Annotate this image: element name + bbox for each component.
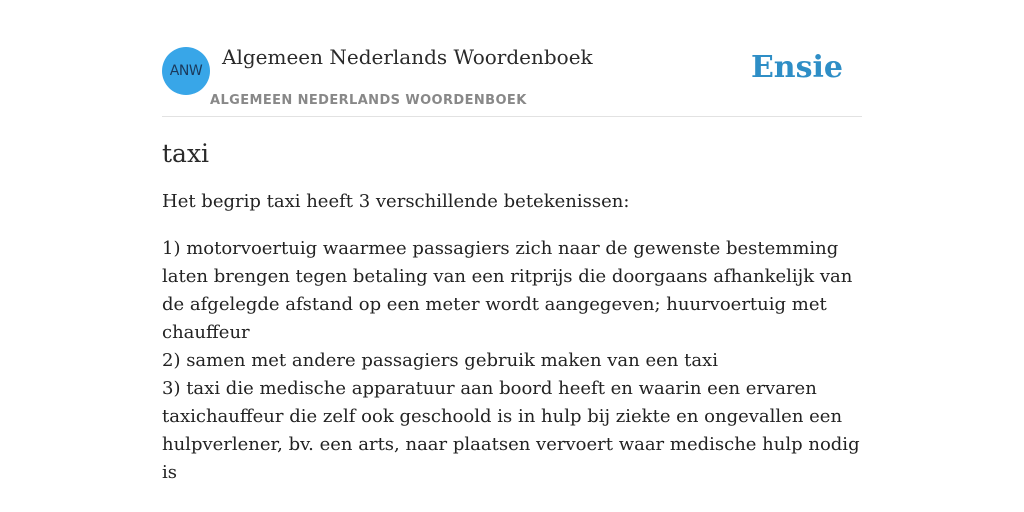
- ensie-brand-link[interactable]: Ensie: [750, 50, 843, 85]
- site-subtitle: ALGEMEEN NEDERLANDS WOORDENBOEK: [210, 93, 527, 108]
- page-header: [162, 0, 862, 117]
- entry-content: [162, 136, 862, 487]
- meaning-item: 2) samen met andere passagiers gebruik maken van een taxi: [162, 350, 718, 371]
- anw-logo-text: ANW: [169, 63, 203, 79]
- entry-intro: Het begrip taxi heeft 3 verschillende betekenissen:: [162, 191, 630, 212]
- meanings-list: [162, 235, 862, 487]
- meaning-item: 1) motorvoertuig waarmee passagiers zich naar de gewenste bestemming laten brengen tegen betaling van een ritprijs die doorgaans afhankelijk van de afgelegde afstand op een meter wordt aangegeven; huurvoertuig met chauffeur: [162, 238, 853, 343]
- entry-word: taxi: [162, 139, 210, 168]
- anw-logo[interactable]: [162, 47, 210, 95]
- site-title[interactable]: Algemeen Nederlands Woordenboek: [222, 45, 593, 69]
- meaning-item: 3) taxi die medische apparatuur aan boord heeft en waarin een ervaren taxichauffeur die zelf ook geschoold is in hulp bij ziekte en ongevallen een hulpverlener, bv. een arts, naar plaatsen vervoert waar medische hulp nodig is: [162, 378, 860, 483]
